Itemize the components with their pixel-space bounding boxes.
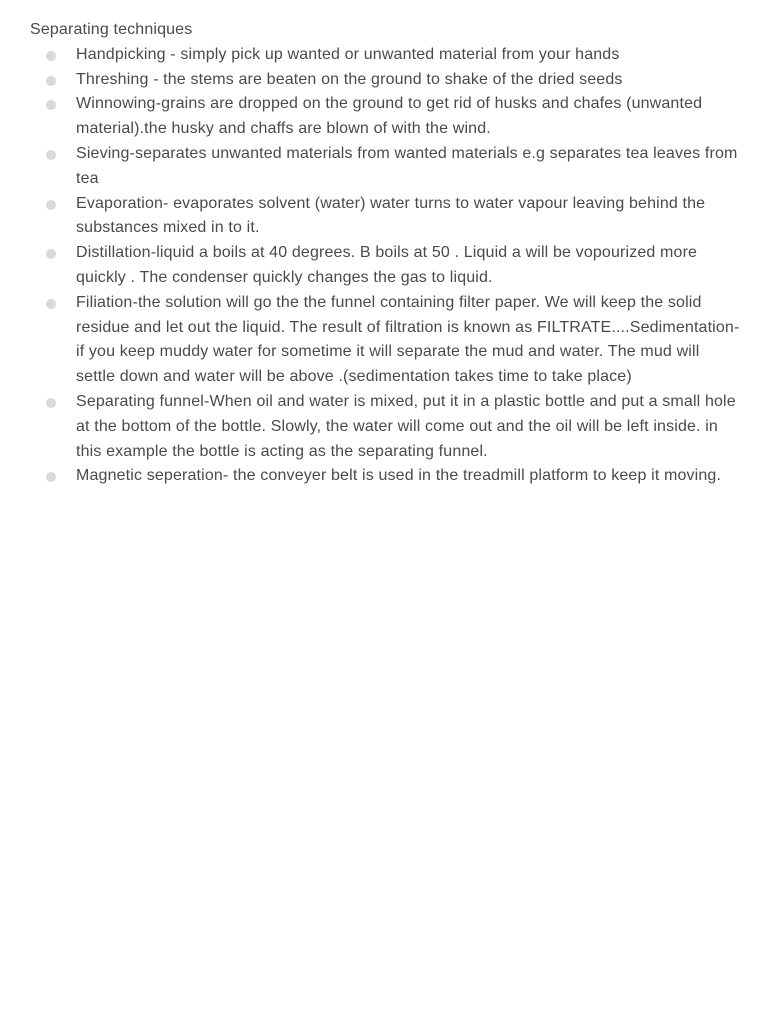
bullet-dot-icon [46,51,56,61]
list-item-text: Threshing - the stems are beaten on the ground to shake of the dried seeds [76,70,623,88]
list-item[interactable] [30,241,742,291]
list-item[interactable] [30,92,742,142]
bullet-dot-icon [46,100,56,110]
list-item-text: Separating funnel-When oil and water is mixed, put it in a plastic bottle and put a small hole at the bottom of the bottle. Slowly, the water will come out and the oil will be left inside. in this example the bottle is acting as the separating funnel. [76,392,736,460]
bullet-dot-icon [46,150,56,160]
list-item[interactable] [30,464,742,489]
bullet-dot-icon [46,249,56,259]
bullet-dot-icon [46,398,56,408]
list-item-text: Evaporation- evaporates solvent (water) water turns to water vapour leaving behind the substances mixed in to it. [76,194,706,237]
bullet-dot-icon [46,299,56,309]
list-item-text: Winnowing-grains are dropped on the ground to get rid of husks and chafes (unwanted material).the husky and chaffs are blown of with the wind. [76,95,703,138]
list-item[interactable] [30,68,742,93]
bullet-dot-icon [46,200,56,210]
bullet-dot-icon [46,76,56,86]
list-item-text: Handpicking - simply pick up wanted or unwanted material from your hands [76,45,620,63]
list-item[interactable] [30,192,742,242]
list-item[interactable] [30,142,742,192]
list-item-text: Distillation-liquid a boils at 40 degrees. B boils at 50 . Liquid a will be vopourized more quickly . The condenser quickly changes the gas to liquid. [76,244,698,286]
list-item[interactable] [30,43,742,68]
list-item-text: Sieving-separates unwanted materials from wanted materials e.g separates tea leaves from tea [76,144,738,187]
bullet-list [30,43,742,489]
list-item[interactable] [30,291,742,390]
list-item[interactable] [30,390,742,464]
note-body[interactable] [30,18,742,489]
note-title[interactable]: Separating techniques [30,21,193,38]
list-item-text: Magnetic seperation- the conveyer belt is used in the treadmill platform to keep it moving. [76,467,722,485]
list-item-text: Filiation-the solution will go the the funnel containing filter paper. We will keep the solid residue and let out the liquid. The result of filtration is known as FILTRATE....Sedimentation-if you keep muddy water for sometime it will separate the mud and water. The mud will settle down and water will be above .(sedimentation takes time to take place) [76,293,740,386]
bullet-dot-icon [46,472,56,482]
